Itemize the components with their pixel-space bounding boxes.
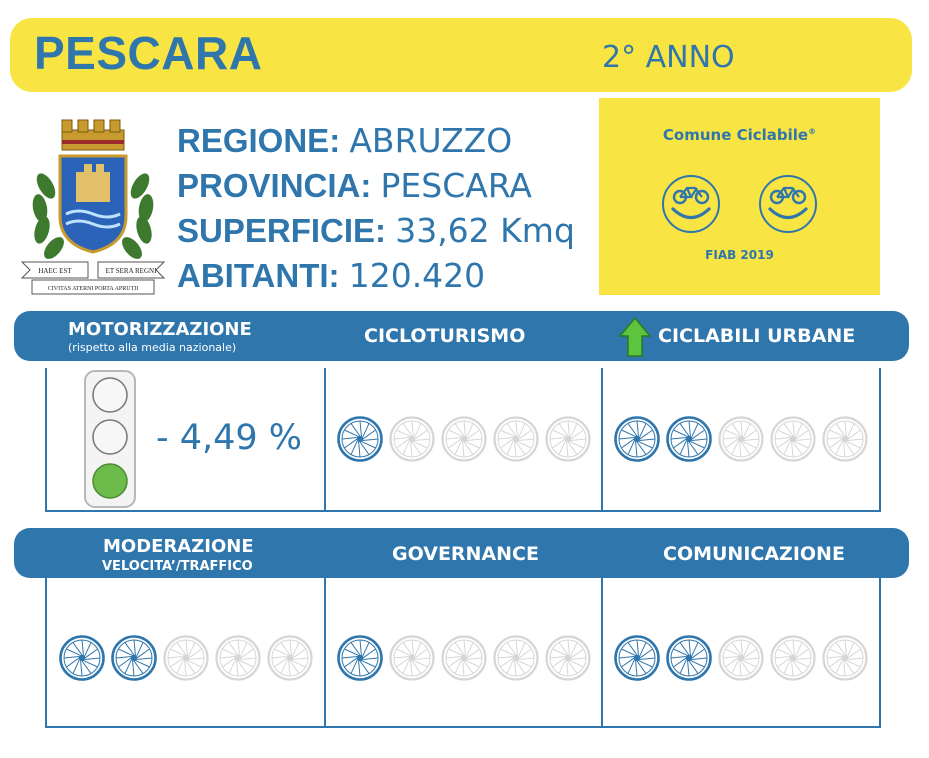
superficie-value: 33,62 Kmq <box>395 211 575 250</box>
crest-motto-bottom: CIVITAS ATERNI PORTA APRUTII <box>47 286 139 292</box>
wheel-rating-empty-icon <box>214 634 262 682</box>
wheel-rating-filled-icon <box>665 634 713 682</box>
cicloturismo-label: CICLOTURISMO <box>364 325 526 347</box>
motorizzazione-label: MOTORIZZAZIONE <box>68 319 252 340</box>
divider <box>601 368 603 512</box>
divider <box>45 726 881 728</box>
wheel-rating-filled-icon <box>110 634 158 682</box>
wheel-rating-filled-icon <box>613 415 661 463</box>
traffic-light-icon <box>84 370 136 508</box>
divider <box>324 368 326 512</box>
wheel-rating-empty-icon <box>717 634 765 682</box>
wheel-rating-filled-icon <box>665 415 713 463</box>
motorizzazione-value: - 4,49 % <box>156 418 303 458</box>
indicators-band-1 <box>14 311 909 361</box>
wheel-rating-empty-icon <box>388 415 436 463</box>
wheel-rating-empty-icon <box>821 634 869 682</box>
wheel-rating-filled-icon <box>613 634 661 682</box>
abitanti-row <box>177 253 575 298</box>
wheel-rating-empty-icon <box>492 415 540 463</box>
badge-title: Comune Ciclabile® <box>662 126 817 144</box>
divider <box>601 578 603 728</box>
bike-smile-icon <box>758 174 818 234</box>
wheel-rating-empty-icon <box>544 634 592 682</box>
wheel-rating-filled-icon <box>336 415 384 463</box>
divider <box>45 578 47 728</box>
ciclabili-urbane-label: CICLABILI URBANE <box>658 325 856 347</box>
superficie-key: SUPERFICIE: <box>177 212 387 249</box>
regione-key: REGIONE: <box>177 122 341 159</box>
title-bar <box>10 18 912 92</box>
city-name: PESCARA <box>34 27 263 79</box>
provincia-key: PROVINCIA: <box>177 167 372 204</box>
wheel-rating-empty-icon <box>821 415 869 463</box>
year-label: 2° ANNO <box>602 40 735 75</box>
provincia-row <box>177 163 575 208</box>
motorizzazione-sublabel: (rispetto alla media nazionale) <box>68 341 237 354</box>
comune-ciclabile-badge <box>599 98 880 295</box>
abitanti-key: ABITANTI: <box>177 257 340 294</box>
badge-footer: FIAB 2019 <box>705 248 774 262</box>
divider <box>879 368 881 512</box>
wheel-rating-empty-icon <box>162 634 210 682</box>
comunicazione-label: COMUNICAZIONE <box>663 543 845 565</box>
divider <box>45 510 881 512</box>
wheel-rating-empty-icon <box>717 415 765 463</box>
up-arrow-icon <box>618 316 652 358</box>
wheel-rating-empty-icon <box>440 634 488 682</box>
city-crest-icon <box>18 116 168 296</box>
provincia-value: PESCARA <box>380 166 532 205</box>
wheel-rating-empty-icon <box>266 634 314 682</box>
divider <box>45 368 47 512</box>
city-info <box>177 118 575 298</box>
moderazione-sublabel: VELOCITA’/TRAFFICO <box>102 559 253 574</box>
regione-value: ABRUZZO <box>349 121 513 160</box>
wheel-rating-filled-icon <box>58 634 106 682</box>
abitanti-value: 120.420 <box>348 256 486 295</box>
wheel-rating-filled-icon <box>336 634 384 682</box>
moderazione-label: MODERAZIONE <box>103 536 254 557</box>
wheel-rating-empty-icon <box>769 415 817 463</box>
divider <box>324 578 326 728</box>
wheel-rating-empty-icon <box>544 415 592 463</box>
wheel-rating-empty-icon <box>388 634 436 682</box>
wheel-rating-empty-icon <box>440 415 488 463</box>
wheel-rating-empty-icon <box>769 634 817 682</box>
superficie-row <box>177 208 575 253</box>
bike-smile-icon <box>661 174 721 234</box>
crest-motto-left: HAEC EST <box>38 267 72 275</box>
crest-motto-right: ET SERA REGNI <box>105 267 157 275</box>
regione-row <box>177 118 575 163</box>
divider <box>879 578 881 728</box>
wheel-rating-empty-icon <box>492 634 540 682</box>
indicators-band-2 <box>14 528 909 578</box>
governance-label: GOVERNANCE <box>392 543 539 565</box>
